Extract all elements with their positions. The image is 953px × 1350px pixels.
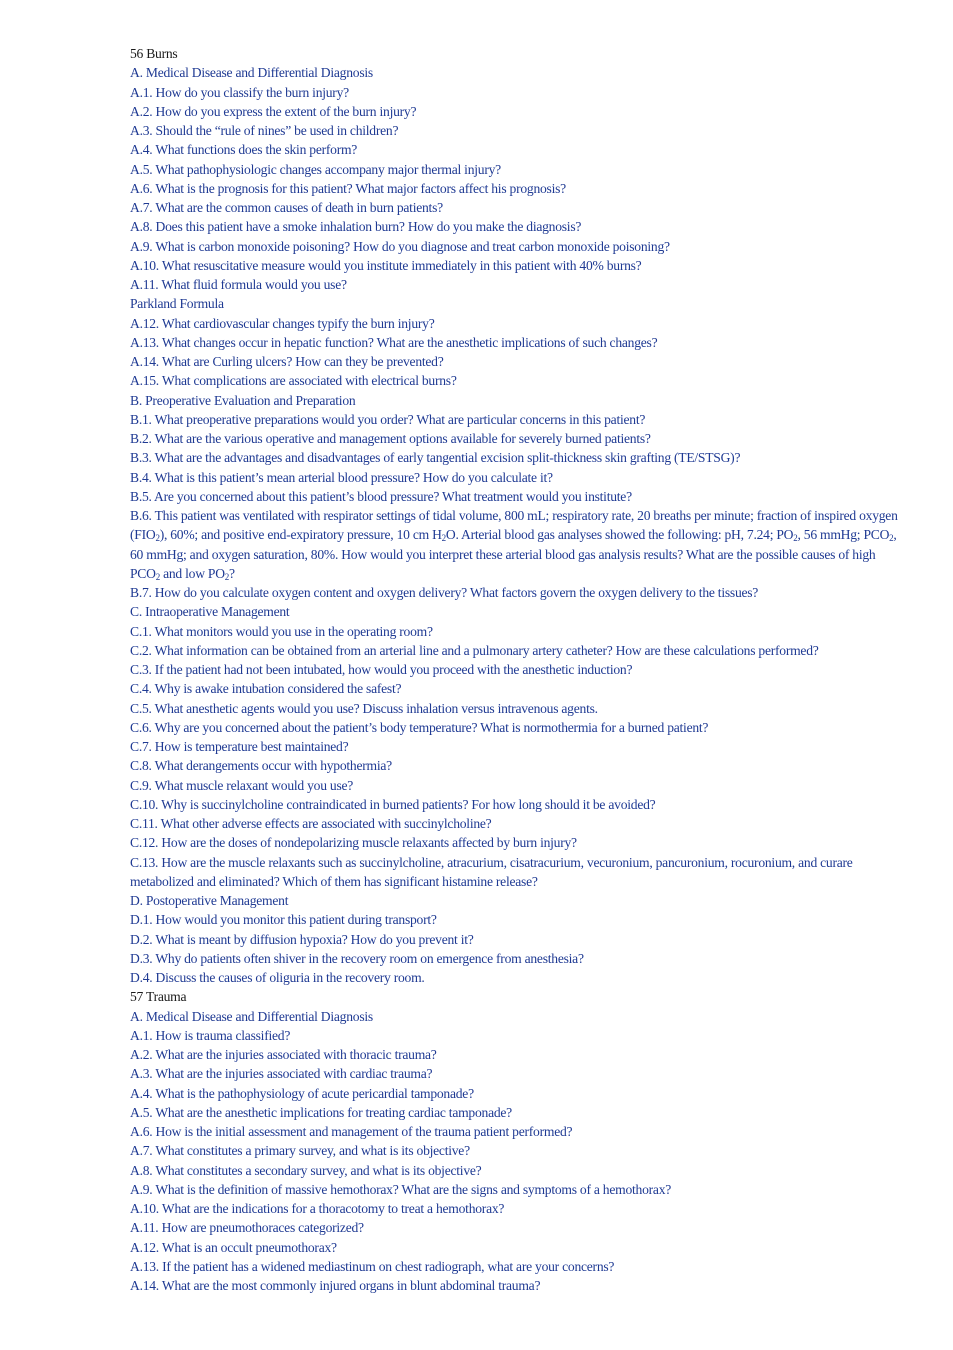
toc-entry[interactable]: A.13. What changes occur in hepatic function? What are the anesthetic implications of such changes? [130, 334, 658, 350]
toc-entry[interactable]: A.10. What resuscitative measure would you institute immediately in this patient with 40% burns? [130, 257, 642, 273]
text-run: C.13. How are the muscle relaxants such as succinylcholine, atracurium, cisatracurium, vecuronium, pancuronium, rocuronium, and curare metabolized and eliminated? Which of them has significant histamine release? [130, 854, 853, 889]
chapter-heading: 57 Trauma [130, 989, 187, 1005]
toc-entry[interactable]: D. Postoperative Management [130, 893, 289, 908]
subscript: 2 [155, 571, 160, 582]
toc-entry[interactable]: A.5. What are the anesthetic implications for treating cardiac tamponade? [130, 1104, 512, 1120]
text-run: ), 60%; and positive end-expiratory pressure, 10 cm H [159, 527, 442, 543]
toc-entry[interactable]: C.12. How are the doses of nondepolarizing muscle relaxants affected by burn injury? [130, 835, 577, 851]
subscript: 2 [889, 533, 894, 544]
toc-entry[interactable]: A.4. What functions does the skin perform? [130, 142, 358, 158]
toc-entry[interactable]: C.3. If the patient had not been intubated, how would you proceed with the anesthetic induction? [130, 662, 633, 677]
toc-entry[interactable]: C.7. How is temperature best maintained? [130, 739, 349, 754]
subscript: 2 [224, 571, 230, 582]
toc-entry[interactable]: A.6. What is the prognosis for this patient? What major factors affect his prognosis? [130, 180, 566, 196]
toc-entry[interactable]: A.12. What is an occult pneumothorax? [130, 1239, 337, 1255]
toc-entry[interactable]: A.2. What are the injuries associated with thoracic trauma? [130, 1047, 437, 1062]
toc-entry[interactable]: C.11. What other adverse effects are associated with succinylcholine? [130, 816, 492, 831]
toc-entry[interactable]: C.6. Why are you concerned about the patient’s body temperature? What is normothermia for a burned patient? [130, 719, 709, 735]
text-run: and low PO [159, 565, 225, 581]
toc-entry[interactable]: A.4. What is the pathophysiology of acute pericardial tamponade? [130, 1085, 474, 1101]
toc-entry[interactable]: C. Intraoperative Management [130, 604, 290, 620]
toc-entry[interactable]: C.2. What information can be obtained from an arterial line and a pulmonary artery catheter? How are these calculations performed? [130, 642, 819, 658]
toc-entry[interactable]: A.3. Should the “rule of nines” be used in children? [130, 123, 399, 138]
text-run: ? [229, 565, 235, 581]
toc-entry[interactable]: A.2. How do you express the extent of the burn injury? [130, 103, 417, 119]
subscript: 2 [793, 533, 798, 544]
text-run: B.6. This patient was ventilated with respirator settings of tidal volume, 800 mL; respiratory rate, 20 breaths per minute; fraction of inspired oxygen (FIO [130, 508, 898, 543]
toc-entry[interactable]: A.9. What is carbon monoxide poisoning? How do you diagnose and treat carbon monoxide poisoning? [130, 238, 670, 254]
toc-entry[interactable]: B.2. What are the various operative and management options available for severely burned patients? [130, 431, 651, 446]
text-run: , 60 mmHg; and oxygen saturation, 80%. How would you interpret these arterial blood gas analysis results? What are the possible causes of high PCO [130, 527, 897, 581]
toc-entry[interactable]: Parkland Formula [130, 296, 224, 312]
toc-entry[interactable]: D.1. How would you monitor this patient during transport? [130, 912, 437, 928]
toc-entry[interactable]: A.11. How are pneumothoraces categorized? [130, 1220, 364, 1236]
toc-entry[interactable]: D.2. What is meant by diffusion hypoxia? How do you prevent it? [130, 931, 474, 947]
toc-entry[interactable]: C.8. What derangements occur with hypothermia? [130, 758, 392, 774]
toc-entry[interactable]: A.6. How is the initial assessment and management of the trauma patient performed? [130, 1124, 573, 1139]
toc-entry[interactable]: A.11. What fluid formula would you use? [130, 277, 347, 292]
toc-entry[interactable]: A.14. What are the most commonly injured organs in blunt abdominal trauma? [130, 1278, 541, 1293]
toc-entry[interactable]: A. Medical Disease and Differential Diagnosis [130, 1008, 373, 1024]
toc-entry[interactable]: B.5. Are you concerned about this patient’s blood pressure? What treatment would you institute? [130, 488, 632, 504]
toc-entry[interactable]: A.1. How is trauma classified? [130, 1027, 291, 1043]
toc-entry[interactable]: A.12. What cardiovascular changes typify the burn injury? [130, 315, 435, 331]
toc-entry[interactable]: A.14. What are Curling ulcers? How can they be prevented? [130, 354, 444, 369]
toc-entry[interactable]: D.3. Why do patients often shiver in the recovery room on emergence from anesthesia? [130, 950, 584, 966]
toc-entry[interactable]: C.9. What muscle relaxant would you use? [130, 777, 354, 793]
subscript: 2 [441, 533, 446, 544]
toc-entry[interactable]: A.5. What pathophysiologic changes accompany major thermal injury? [130, 161, 501, 177]
toc-entry[interactable]: A.3. What are the injuries associated with cardiac trauma? [130, 1066, 433, 1082]
toc-entry[interactable]: A.9. What is the definition of massive hemothorax? What are the signs and symptoms of a hemothorax? [130, 1181, 672, 1197]
toc-entry[interactable]: C.1. What monitors would you use in the operating room? [130, 623, 433, 639]
toc-entry[interactable]: B. Preoperative Evaluation and Preparation [130, 392, 356, 408]
toc-entry[interactable]: A. Medical Disease and Differential Diagnosis [130, 65, 373, 81]
toc-entry[interactable]: A.7. What are the common causes of death in burn patients? [130, 200, 443, 215]
toc-entry-multiline[interactable] [130, 506, 898, 583]
toc-entry[interactable]: B.3. What are the advantages and disadvantages of early tangential excision split-thickness skin grafting (TE/STSG)? [130, 450, 741, 466]
toc-entry[interactable]: A.8. Does this patient have a smoke inhalation burn? How do you make the diagnosis? [130, 219, 582, 235]
toc-entry[interactable]: B.4. What is this patient’s mean arterial blood pressure? How do you calculate it? [130, 469, 553, 485]
toc-entry[interactable]: A.13. If the patient has a widened mediastinum on chest radiograph, what are your concerns? [130, 1258, 615, 1274]
toc-entry[interactable]: C.5. What anesthetic agents would you use? Discuss inhalation versus intravenous agents. [130, 700, 598, 716]
toc-entry[interactable]: C.10. Why is succinylcholine contraindicated in burned patients? For how long should it be avoided? [130, 796, 656, 812]
chapter-heading: 56 Burns [130, 46, 178, 61]
toc-entry[interactable]: D.4. Discuss the causes of oliguria in the recovery room. [130, 970, 425, 985]
subscript: 2 [155, 533, 160, 544]
toc-entry[interactable]: A.10. What are the indications for a thoracotomy to treat a hemothorax? [130, 1201, 505, 1216]
toc-entry[interactable]: C.4. Why is awake intubation considered the safest? [130, 681, 402, 697]
toc-entry[interactable]: A.8. What constitutes a secondary survey, and what is its objective? [130, 1162, 482, 1178]
toc-entry[interactable]: A.7. What constitutes a primary survey, and what is its objective? [130, 1143, 470, 1159]
toc-entry[interactable]: B.1. What preoperative preparations would you order? What are particular concerns in this patient? [130, 411, 646, 427]
text-run: , 56 mmHg; PCO [797, 527, 890, 543]
toc-entry[interactable]: A.1. How do you classify the burn injury? [130, 84, 349, 100]
toc-entry[interactable]: A.15. What complications are associated with electrical burns? [130, 373, 457, 389]
toc-page [130, 44, 910, 1295]
toc-entry-multiline[interactable] [130, 853, 898, 892]
text-run: O. Arterial blood gas analyses showed the following: pH, 7.24; PO [445, 527, 794, 543]
toc-entry[interactable]: B.7. How do you calculate oxygen content and oxygen delivery? What factors govern the oxygen delivery to the tissues? [130, 585, 759, 600]
